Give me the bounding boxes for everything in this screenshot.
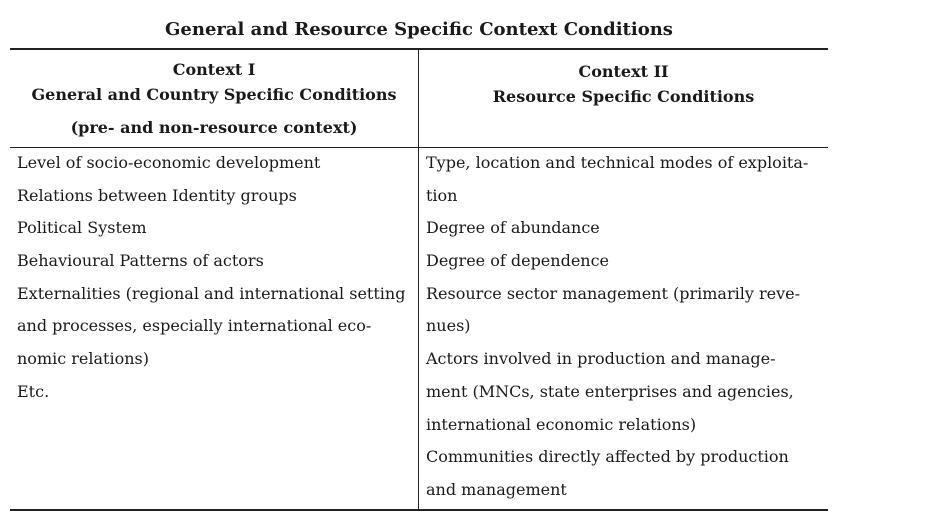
table-top-rule (10, 48, 828, 50)
context-two-line: Actors involved in production and manage- (426, 349, 776, 369)
context-two-heading: Context II (578, 62, 669, 81)
context-one-header (10, 57, 418, 140)
context-one-subheading: General and Country Specific Conditions (31, 85, 397, 104)
context-two-line: and management (426, 479, 567, 499)
context-two-line: Communities directly affected by production (426, 447, 789, 467)
context-one-line: Behavioural Patterns of actors (17, 251, 264, 271)
context-one-note: (pre- and non-resource context) (70, 118, 358, 137)
context-two-line: international economic relations) (426, 414, 697, 434)
context-one-line: Level of socio-economic development (17, 153, 321, 172)
context-one-line: Political System (17, 218, 147, 238)
context-two-line: Type, location and technical modes of exploita- (426, 153, 809, 172)
context-one-line: Relations between Identity groups (17, 185, 297, 205)
table-title: General and Resource Specific Context Conditions (165, 19, 673, 40)
context-two-line: tion (426, 185, 458, 205)
context-two-line: Degree of abundance (426, 218, 600, 238)
context-two-line: ment (MNCs, state enterprises and agencies, (426, 381, 794, 401)
context-two-line: nues) (426, 316, 471, 336)
context-one-heading: Context I (172, 60, 256, 79)
context-two-line: Degree of dependence (426, 251, 610, 271)
context-two-column (426, 147, 826, 507)
column-divider (418, 50, 419, 509)
context-two-header (419, 59, 828, 109)
context-one-line: and processes, especially international eco- (17, 316, 372, 336)
context-one-line: Etc. (17, 381, 50, 401)
context-two-line: Resource sector management (primarily reve- (426, 283, 800, 303)
context-one-line: nomic relations) (17, 349, 149, 369)
table-bottom-rule (10, 509, 828, 511)
context-one-line: Externalities (regional and international setting (17, 283, 406, 303)
context-two-subheading: Resource Specific Conditions (492, 87, 755, 106)
context-one-column (17, 147, 412, 409)
